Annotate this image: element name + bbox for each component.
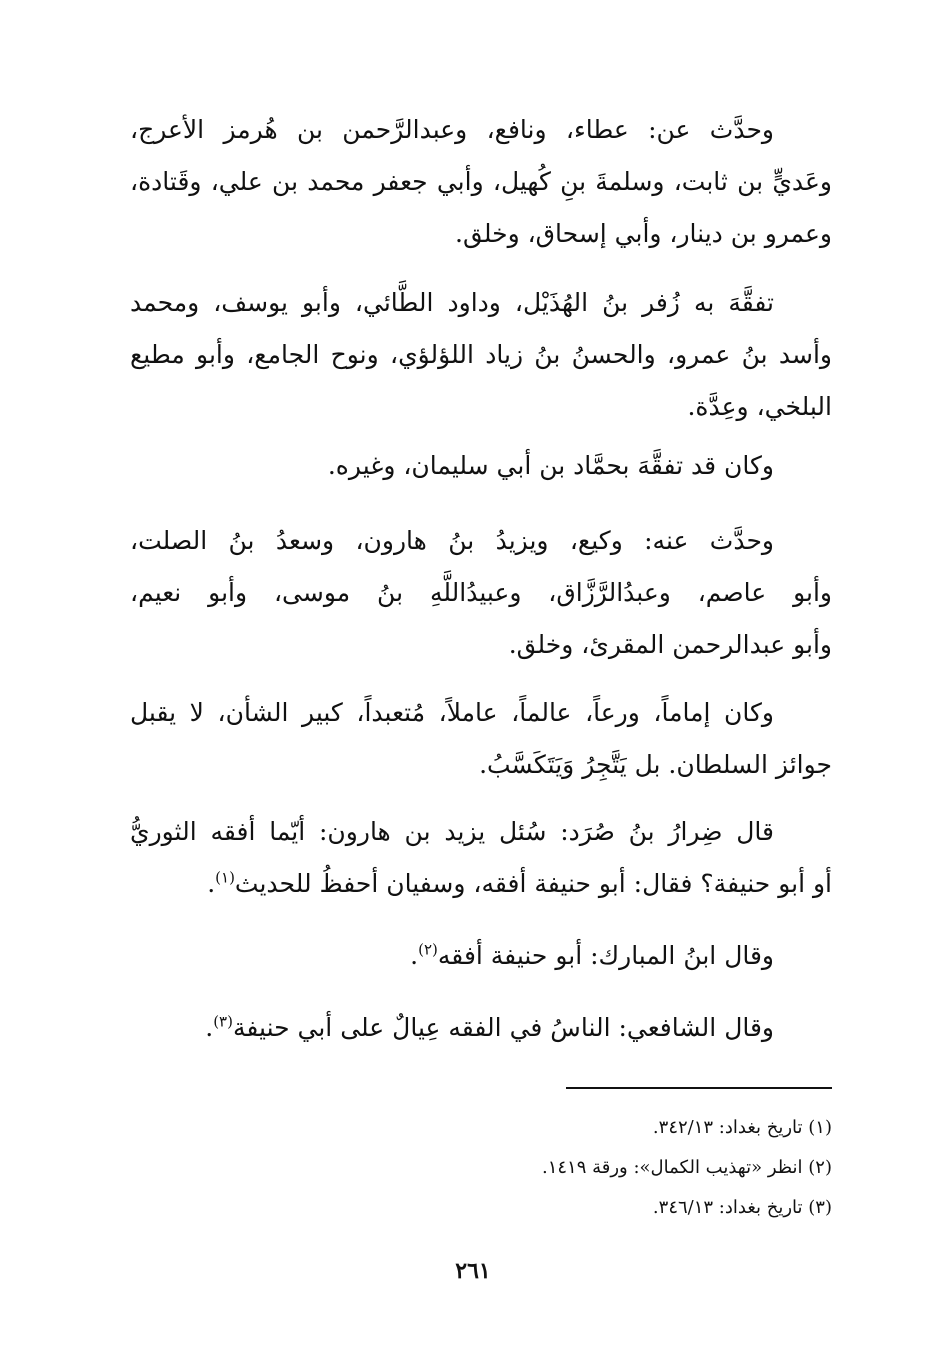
paragraph-teachers bbox=[130, 440, 832, 492]
text-line: وحدَّث عن: عطاء، ونافع، وعبدالرَّحمن بن هُرمز الأعرج، bbox=[130, 115, 774, 144]
text-line: وكان قد تفقَّهَ بحمَّاد بن أبي سليمان، وغيره. bbox=[327, 451, 774, 480]
paragraph-students bbox=[130, 277, 832, 433]
paragraph-narrators-from bbox=[130, 104, 832, 260]
paragraph-narrators-from-him bbox=[130, 515, 832, 671]
text-segment: وقال ابنُ المبارك: أبو حنيفة أفقه bbox=[437, 941, 774, 970]
text-line: وكان إماماً، ورعاً، عالماً، عاملاً، مُتعبداً، كبير الشأن، لا يقبل bbox=[130, 698, 774, 727]
text-line: جوائز السلطان. بل يَتَّجِرُ وَيَتَكَسَّبُ. bbox=[479, 750, 832, 779]
text-line: تفقَّهَ به زُفر بنُ الهُذَيْل، وداود الطَّائي، وأبو يوسف، ومحمد bbox=[130, 288, 774, 317]
text-line bbox=[130, 1002, 832, 1054]
text-line: وأسد بنُ عمرو، والحسنُ بنُ زياد اللؤلؤي، ونوح الجامع، وأبو مطيع bbox=[130, 340, 832, 369]
text-line: وأبو عاصم، وعبدُالرَّزَّاق، وعبيدُاللَّهِ بنُ موسى، وأبو نعيم، bbox=[130, 578, 832, 607]
footnotes bbox=[420, 1108, 832, 1228]
sentence-end: . bbox=[410, 941, 419, 970]
text-line: قال ضِرارُ بنُ صُرَد: سُئل يزيد بن هارون: أيّما أفقه الثوريُّ bbox=[130, 817, 774, 846]
paragraph-character bbox=[130, 687, 832, 791]
footnote-ref: (١) bbox=[215, 868, 235, 887]
footnote-divider bbox=[566, 1087, 832, 1089]
text-line: وأبو عبدالرحمن المقرئ، وخلق. bbox=[508, 630, 832, 659]
paragraph-dirar-quote bbox=[130, 806, 832, 910]
text-line bbox=[130, 858, 832, 910]
text-segment: أو أبو حنيفة؟ فقال: أبو حنيفة أفقه، وسفيان أحفظُ للحديث bbox=[234, 869, 832, 898]
text-segment: وقال الشافعي: الناسُ في الفقه عِيالٌ على أبي حنيفة bbox=[232, 1013, 774, 1042]
text-line: وعَديٍّ بن ثابت، وسلمةَ بنِ كُهيل، وأبي جعفر محمد بن علي، وقَتادة، bbox=[130, 167, 832, 196]
footnote-ref: (٣) bbox=[213, 1012, 233, 1031]
paragraph-shafii-quote bbox=[130, 1002, 832, 1054]
text-line: البلخي، وعِدَّة. bbox=[687, 392, 832, 421]
sentence-end: . bbox=[207, 869, 216, 898]
footnote-item: (٣) تاريخ بغداد: ٣٤٦/١٣. bbox=[652, 1197, 832, 1218]
footnote-ref: (٢) bbox=[418, 940, 438, 959]
sentence-end: . bbox=[205, 1013, 214, 1042]
text-line bbox=[130, 930, 832, 982]
page-number: ٢٦١ bbox=[455, 1258, 491, 1284]
paragraph-ibn-mubarak-quote bbox=[130, 930, 832, 982]
footnote-item: (٢) انظر «تهذيب الكمال»: ورقة ١٤١٩. bbox=[541, 1157, 832, 1178]
footnote-item: (١) تاريخ بغداد: ٣٤٢/١٣. bbox=[652, 1117, 832, 1138]
text-line: وعمرو بن دينار، وأبي إسحاق، وخلق. bbox=[455, 219, 832, 248]
text-line: وحدَّث عنه: وكيع، ويزيدُ بنُ هارون، وسعدُ بنُ الصلت، bbox=[130, 526, 774, 555]
